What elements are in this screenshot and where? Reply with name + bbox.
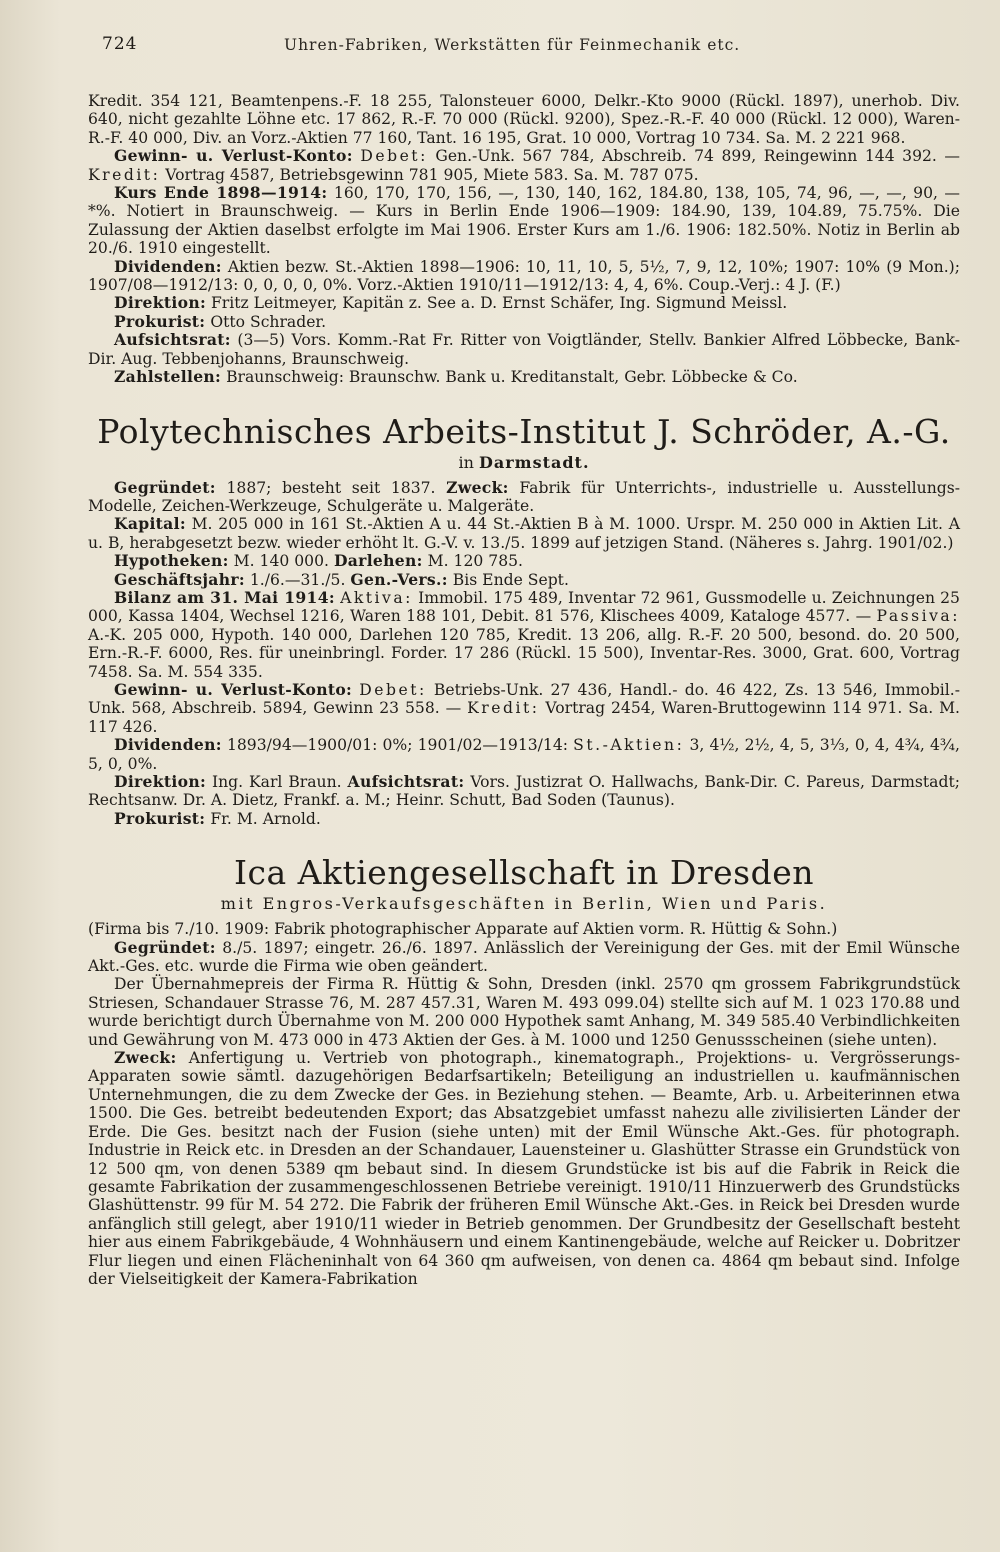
page-header bbox=[88, 34, 960, 64]
running-head: Uhren-Fabriken, Werkstätten für Feinmechanik etc. bbox=[284, 36, 741, 54]
mortgage-text: M. 140 000. bbox=[233, 552, 329, 571]
purpose-label: Zweck: bbox=[446, 477, 509, 497]
company-title-ica: Ica Aktiengesellschaft in Dresden bbox=[233, 853, 815, 893]
credit-text: Vortrag 4587, Betriebsgewinn 781 905, Miete 583. Sa. M. 787 075. bbox=[165, 165, 699, 184]
board-label: Direktion: bbox=[114, 293, 207, 313]
debit-text-2: Betriebs-Unk. 27 436, Handl.- do. 46 422, Zs. 13 546, Immobil.-Unk. 568, Abschreib. 5894, Gewinn 23 558. — bbox=[88, 680, 960, 718]
fiscal-year-entry bbox=[88, 571, 960, 589]
procurator-entry-2 bbox=[88, 810, 960, 828]
board-entry bbox=[88, 294, 960, 312]
mortgage-label: Hypotheken: bbox=[114, 551, 229, 571]
paying-agents-entry bbox=[88, 368, 960, 386]
procurator-label: Prokurist: bbox=[114, 311, 206, 331]
credit-text-2: Vortrag 2454, Waren-Bruttogewinn 114 971. Sa. M. 117 426. bbox=[88, 699, 961, 736]
paying-agents-text: Braunschweig: Braunschw. Bank u. Kreditanstalt, Gebr. Löbbecke & Co. bbox=[226, 368, 798, 387]
purpose-label-3: Zweck: bbox=[114, 1048, 177, 1068]
company-title-schroeder: Polytechnisches Arbeits-Institut J. Schröder, A.-G. bbox=[97, 411, 951, 451]
founded-text-3: 8./5. 1897; eingetr. 26./6. 1897. Anlässlich der Vereinigung der Ges. mit der Emil Wünsche Akt.-Ges. etc. wurde die Firma wie oben geändert. bbox=[88, 938, 960, 976]
supervisory-entry bbox=[88, 331, 960, 368]
price-label: Kurs Ende 1898—1914: bbox=[114, 183, 328, 203]
founded-text: 1887; besteht seit 1837. bbox=[226, 478, 436, 497]
general-meeting-text: Bis Ende Sept. bbox=[452, 570, 569, 589]
balance-entry bbox=[88, 589, 960, 681]
founded-label: Gegründet: bbox=[114, 477, 216, 497]
debit-text: Gen.-Unk. 567 784, Abschreib. 74 899, Reingewinn 144 392. — bbox=[435, 147, 960, 166]
location-prefix: in bbox=[458, 452, 474, 472]
supervisory-label-2: Aufsichtsrat: bbox=[347, 772, 465, 791]
profit-loss-entry-2 bbox=[88, 681, 960, 736]
general-meeting-label: Gen.-Vers.: bbox=[350, 569, 448, 589]
dividend-text-2b: 3, 4½, 2½, 4, 5, 3⅓, 0, 4, 4¾, 4¾, 5, 0, 0%. bbox=[88, 736, 960, 773]
debit-label-2: Debet: bbox=[359, 680, 427, 699]
founded-entry bbox=[88, 479, 960, 516]
assets-text: Immobil. 175 489, Inventar 72 961, Gussmodelle u. Zeichnungen 25 000, Kassa 1404, Wechsel 1216, Waren 188 101, Debit. 81 576, Klischees 4009, Kataloge 4577. — bbox=[88, 588, 960, 626]
profit-loss-label: Gewinn- u. Verlust-Konto: bbox=[114, 146, 353, 166]
dividend-entry-2 bbox=[88, 736, 960, 773]
dividend-text-2a: 1893/94—1900/01: 0%; 1901/02—1913/14: bbox=[226, 736, 569, 755]
credit-label: Kredit: bbox=[88, 165, 161, 184]
section-previous-company bbox=[88, 92, 960, 387]
management-text-2: Ing. Karl Braun. bbox=[211, 773, 342, 791]
capital-entry bbox=[88, 515, 960, 552]
profit-loss-entry bbox=[88, 147, 960, 184]
supervisory-text-2: Vors. Justizrat O. Hallwachs, Bank-Dir. C. Pareus, Darmstadt; Rechtsanw. Dr. A. Dietz, Frankf. a. M.; Heinr. Schutt, Bad Soden (Taunus). bbox=[88, 773, 960, 810]
dividend-label: Dividenden: bbox=[114, 256, 222, 276]
purpose-entry-3 bbox=[88, 1049, 960, 1288]
fiscal-year-label: Geschäftsjahr: bbox=[114, 569, 245, 589]
loan-text: M. 120 785. bbox=[427, 552, 523, 571]
founded-entry-3 bbox=[88, 939, 960, 976]
price-text: 160, 170, 170, 156, —, 130, 140, 162, 184.80, 138, 105, 74, 96, —, —, 90, —*%. Notiert in Braunschweig. — Kurs in Berlin Ende 1906—1909: 184.90, 139, 104.89, 75.75%. Die Zulassung der Aktien daselbst erfolgte im Mai 1906. Erster Kurs am 1./6. 1906: 182.50%. Notiz in Berlin ab 20./6. 1910 eingestellt. bbox=[88, 184, 960, 258]
dividend-entry bbox=[88, 258, 960, 295]
capital-label: Kapital: bbox=[114, 514, 186, 534]
dividend-label-2: Dividenden: bbox=[114, 735, 222, 755]
company-branches-ica: mit Engros-Verkaufsgeschäften in Berlin, Wien und Paris. bbox=[220, 894, 828, 914]
assets-label: Aktiva: bbox=[340, 588, 413, 607]
purpose-text-3: Anfertigung u. Vertrieb von photograph., kinematograph., Projektions- u. Vergrösserungs-Apparaten sowie sämtl. dazugehörigen Bedarfsartikeln; Beteiligung an industriellen u. kaufmännischen Unternehmungen, die zu dem Zwecke der Ges. in Beziehung stehen. — Beamte, Arb. u. Arbeiterinnen etwa 1500. Die Ges. betreibt bedeutenden Export; das Absatzgebiet umfasst nahezu alle zivilisierten Länder der Erde. Die Ges. besitzt nach der Fusion (siehe unten) mit der Emil Wünsche Akt.-Ges. für photograph. Industrie in Reick etc. in Dresden an der Schandauer, Lauensteiner u. Glashütter Strasse ein Grundstück von 12 500 qm, von denen 5389 qm bebaut sind. In diesem Grundstücke ist bis auf die Fabrik in Reick die gesamte Fabrikation der zusammengeschlossenen Betriebe vereinigt. 1910/11 Hinzuerwerb des Grundstücks Glashüttenstr. 99 für M. 54 272. Die Fabrik der früheren Emil Wünsche Akt.-Ges. in Reick bei Dresden wurde anfänglich still gelegt, aber 1910/11 wieder in Betrieb genommen. Der Grundbesitz der Gesellschaft besteht hier aus einem Fabrikgebäude, 4 Wohnhäusern und einem Kantinengebäude, welche auf Reicker u. Dobritzer Flur liegen und einen Flächeninhalt von 64 360 qm aufweisen, von denen ca. 4864 qm bebaut sind. Infolge der Vielseitigkeit der Kamera-Fabrikation bbox=[88, 1049, 960, 1288]
supervisory-text: (3—5) Vors. Komm.-Rat Fr. Ritter von Voigtländer, Stellv. Bankier Alfred Löbbecke, Bank-Dir. Aug. Tebbenjohanns, Braunschweig. bbox=[88, 331, 960, 368]
paying-agents-label: Zahlstellen: bbox=[114, 367, 222, 387]
liabilities-text: A.-K. 205 000, Hypoth. 140 000, Darlehen 120 785, Kredit. 13 206, allg. R.-F. 20 500, besond. do. 20 500, Ern.-R.-F. 6000, Res. für uneinbringl. Forder. 17 286 (Rückl. 15 500), Inventar-Res. 3000, Grat. 600, Vortrag 7458. Sa. M. 554 335. bbox=[88, 625, 960, 681]
debit-label: Debet: bbox=[360, 147, 428, 166]
procurator-label-2: Prokurist: bbox=[114, 808, 206, 828]
liabilities-label: Passiva: bbox=[876, 607, 960, 626]
management-label-2: Direktion: bbox=[114, 772, 207, 791]
location-city: Darmstadt. bbox=[479, 452, 590, 472]
section-ica bbox=[88, 920, 960, 1288]
procurator-text: Otto Schrader. bbox=[210, 312, 327, 331]
balance-continuation: Kredit. 354 121, Beamtenpens.-F. 18 255, Talonsteuer 6000, Delkr.-Kto 9000 (Rückl. 1897), unerhob. Div. 640, nicht gezahlte Löhne etc. 17 862, R.-F. 70 000 (Rückl. 9200), Spez.-R.-F. 40 000 (Rückl. 12 000), Waren-R.-F. 40 000, Div. an Vorz.-Aktien 77 160, Tant. 16 195, Grat. 10 000, Vortrag 10 734. Sa. M. 2 221 968. bbox=[88, 92, 960, 147]
section-schroeder bbox=[88, 479, 960, 829]
dividend-text: Aktien bezw. St.-Aktien 1898—1906: 10, 11, 10, 5, 5½, 7, 9, 12, 10%; 1907: 10% (9 Mon.); 1907/08—1912/13: 0, 0, 0, 0, 0%. Vorz.-Aktien 1910/11—1912/13: 4, 4, 6%. Coup.-Verj.: 4 J. (F.) bbox=[88, 257, 960, 295]
mortgage-entry bbox=[88, 552, 960, 570]
fiscal-year-text: 1./6.—31./5. bbox=[249, 570, 346, 589]
supervisory-label: Aufsichtsrat: bbox=[114, 330, 231, 350]
common-shares-label: St.-Aktien: bbox=[573, 736, 685, 755]
acquisition-paragraph: Der Übernahmepreis der Firma R. Hüttig & Sohn, Dresden (inkl. 2570 qm grossem Fabrikgrundstück Striesen, Schandauer Strasse 76, M. 287 457.31, Waren M. 493 099.04) stellte sich auf M. 1 023 170.88 und wurde berichtigt durch Übernahme von M. 200 000 Hypothek samt Anhang, M. 349 585.40 Verbindlichkeiten und Gewährung von M. 473 000 in 473 Aktien der Ges. à M. 1000 und 1250 Genussscheinen (siehe unten). bbox=[88, 975, 960, 1049]
price-entry bbox=[88, 184, 960, 258]
balance-label: Bilanz am 31. Mai 1914: bbox=[114, 587, 335, 607]
credit-label-2: Kredit: bbox=[467, 699, 540, 718]
loan-label: Darlehen: bbox=[333, 551, 423, 571]
founded-label-3: Gegründet: bbox=[114, 937, 216, 957]
profit-loss-label-2: Gewinn- u. Verlust-Konto: bbox=[114, 679, 353, 699]
management-entry-2 bbox=[88, 773, 960, 810]
procurator-entry bbox=[88, 313, 960, 331]
company-location-schroeder bbox=[88, 453, 960, 473]
board-text: Fritz Leitmeyer, Kapitän z. See a. D. Ernst Schäfer, Ing. Sigmund Meissl. bbox=[210, 294, 788, 313]
procurator-text-2: Fr. M. Arnold. bbox=[210, 809, 321, 828]
page-number: 724 bbox=[102, 34, 138, 54]
former-name-note: (Firma bis 7./10. 1909: Fabrik photographischer Apparate auf Aktien vorm. R. Hüttig & Sohn.) bbox=[88, 920, 838, 939]
capital-text: M. 205 000 in 161 St.-Aktien A u. 44 St.-Aktien B à M. 1000. Urspr. M. 250 000 in Aktien Lit. A u. B, herabgesetzt bezw. wieder erhöht lt. G.-V. v. 13./5. 1899 auf jetzigen Stand. (Näheres s. Jahrg. 1901/02.) bbox=[88, 515, 960, 552]
purpose-text: Fabrik für Unterrichts-, industrielle u. Ausstellungs-Modelle, Zeichen-Werkzeuge, Schulgeräte u. Malgeräte. bbox=[88, 478, 960, 515]
